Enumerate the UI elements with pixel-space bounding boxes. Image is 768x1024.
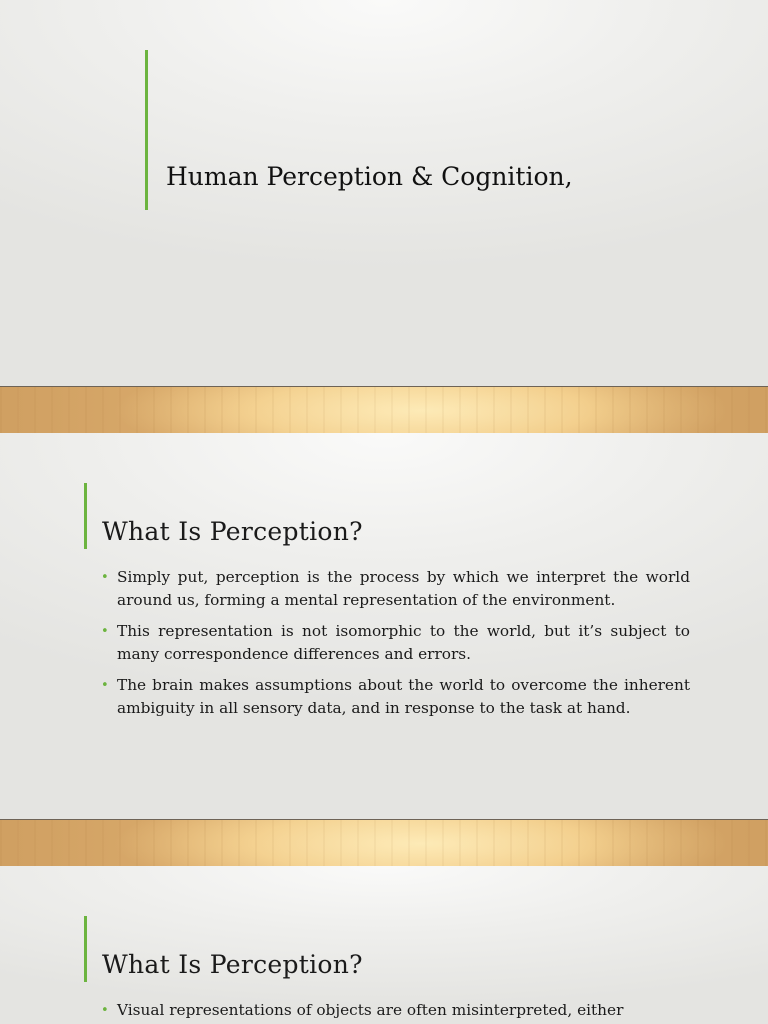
bullet-item <box>100 674 690 720</box>
bullet-text: The brain makes assumptions about the world to overcome the inherent ambiguity in all sensory data, and in response to the task at hand. <box>117 676 690 717</box>
bullet-item <box>100 620 690 666</box>
slide-1-accent-bar <box>145 50 148 210</box>
bullet-dot-icon: • <box>101 624 109 639</box>
bullet-item <box>100 566 690 612</box>
slide-2-bullet-list <box>100 566 690 728</box>
bullet-item <box>100 999 690 1022</box>
slide-2 <box>0 433 768 819</box>
bullet-dot-icon: • <box>101 1003 109 1018</box>
slide-2-heading: What Is Perception? <box>102 517 363 546</box>
slide-3-accent-bar <box>84 916 87 982</box>
slide-3-bullet-list <box>100 999 690 1024</box>
slide-divider-1 <box>0 386 768 434</box>
bullet-dot-icon: • <box>101 678 109 693</box>
slide-2-accent-bar <box>84 483 87 549</box>
bullet-text: Visual representations of objects are often misinterpreted, either <box>117 1001 624 1019</box>
bullet-dot-icon: • <box>101 570 109 585</box>
bullet-text: Simply put, perception is the process by which we interpret the world around us, forming a mental representation of the environment. <box>117 568 690 609</box>
slide-3 <box>0 866 768 1024</box>
bullet-text: This representation is not isomorphic to the world, but it’s subject to many correspondence differences and errors. <box>117 622 690 663</box>
slide-1-title: Human Perception & Cognition, <box>166 162 573 191</box>
slide-3-heading: What Is Perception? <box>102 950 363 979</box>
slide-divider-2 <box>0 819 768 867</box>
slide-1 <box>0 0 768 386</box>
